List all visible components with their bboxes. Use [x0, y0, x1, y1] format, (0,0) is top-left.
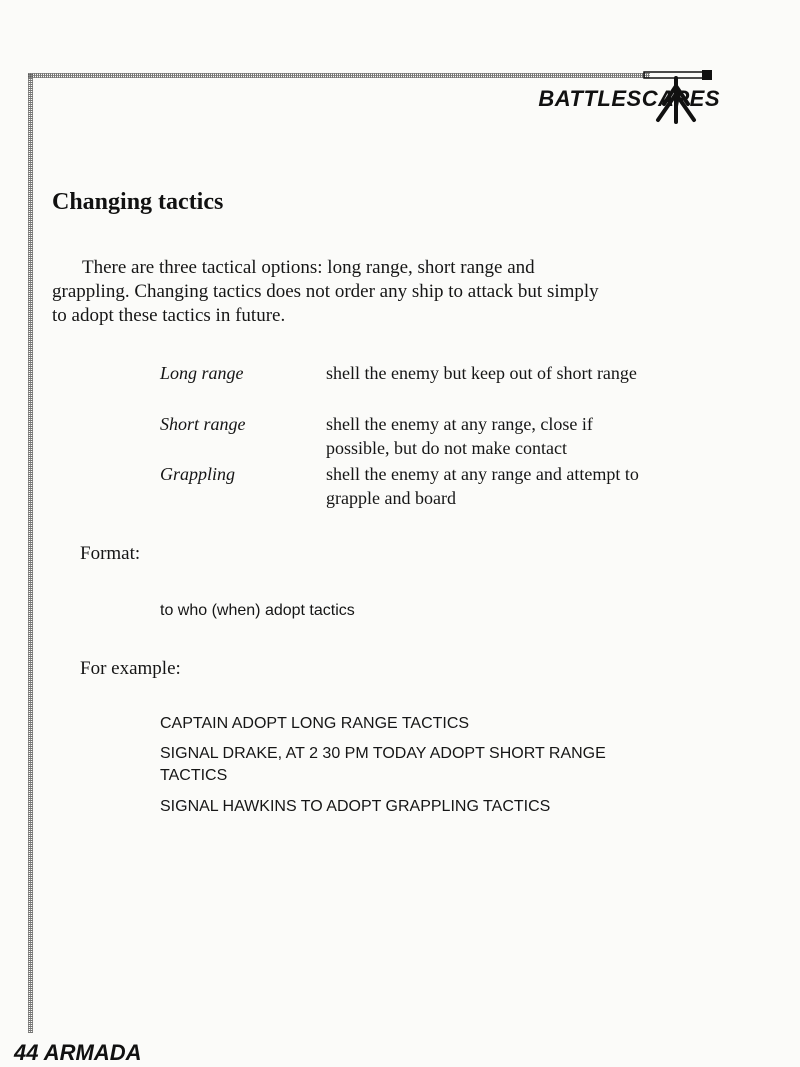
top-border-rule — [28, 73, 650, 78]
format-label: Format: — [80, 543, 141, 564]
example-item: SIGNAL HAWKINS TO ADOPT GRAPPLING TACTICS — [160, 798, 551, 815]
option-desc-grappling: shell the enemy at any range and attempt to grapple and board — [326, 464, 639, 508]
section-title: Changing tactics — [52, 189, 224, 215]
examples-label: For example: — [80, 658, 181, 679]
option-name-grappling: Grappling — [160, 464, 236, 484]
example-item: CAPTAIN ADOPT LONG RANGE TACTICS — [160, 715, 470, 732]
battlescapes-logo-icon — [636, 64, 726, 124]
option-desc-short-range: shell the enemy at any range, close if possible, but do not make contact — [326, 414, 593, 458]
option-name-short-range: Short range — [160, 414, 246, 434]
page-footer: 44 ARMADA — [14, 1040, 142, 1065]
option-desc-long-range: shell the enemy but keep out of short range — [326, 363, 637, 383]
format-syntax: to who (when) adopt tactics — [160, 602, 355, 619]
header-brand: BATTLESCAPES — [538, 86, 720, 111]
option-name-long-range: Long range — [160, 363, 244, 383]
example-item: SIGNAL DRAKE, AT 2 30 PM TODAY ADOPT SHORT RANGE TACTICS — [160, 745, 606, 784]
left-border-rule — [28, 73, 33, 1033]
intro-paragraph: There are three tactical options: long range, short range and grappling. Changing tactics does not order any ship to attack but simply to adopt these tactics in future. — [52, 257, 599, 326]
